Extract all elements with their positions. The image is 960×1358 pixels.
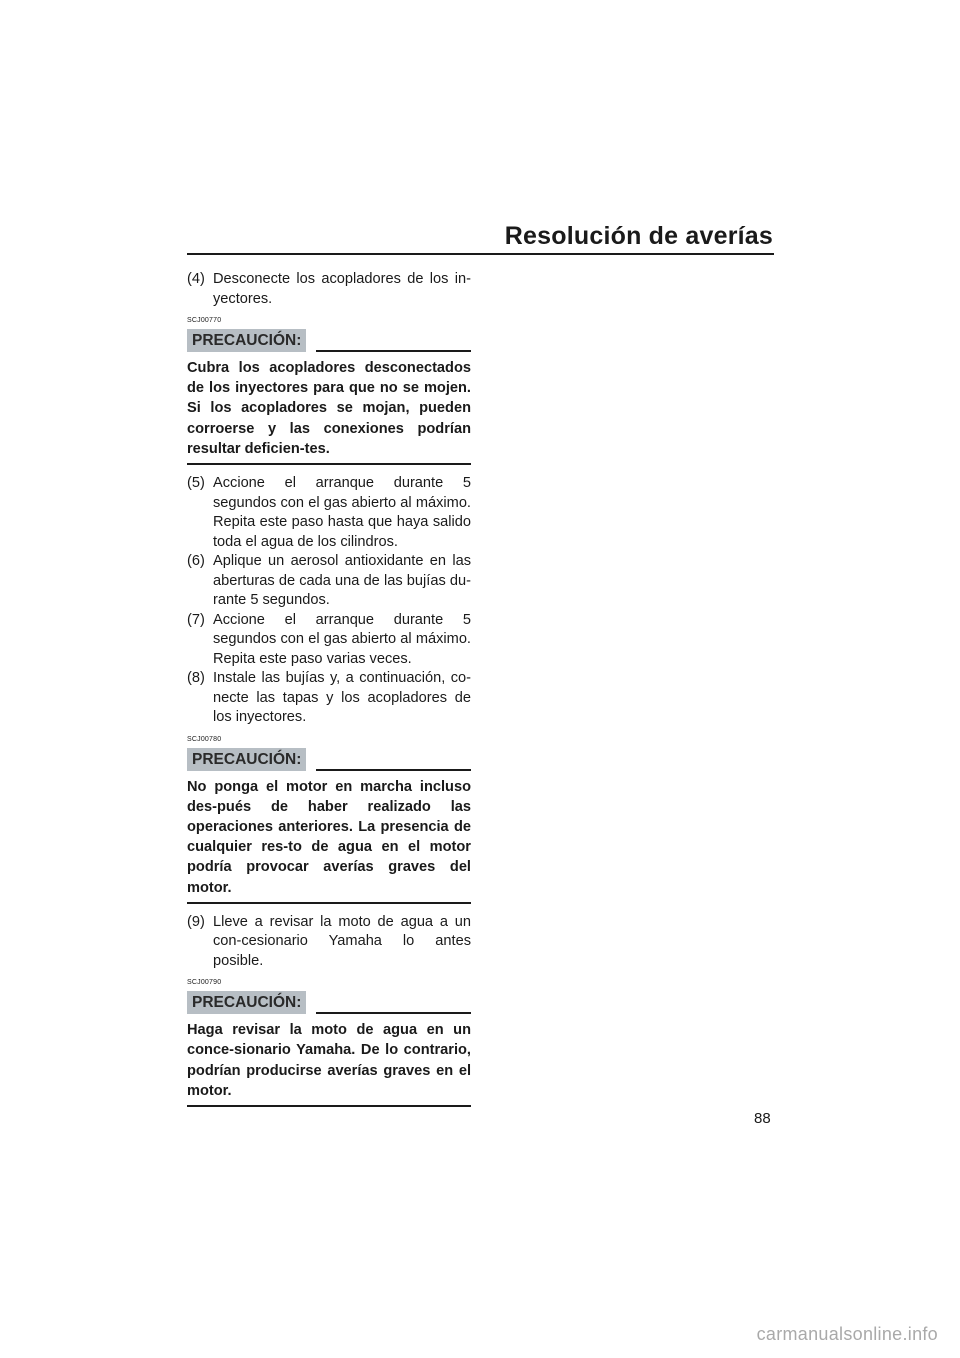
caution-line <box>316 769 471 771</box>
caution-text: No ponga el motor en marcha incluso des-pués de haber realizado las operaciones anteriores. La presencia de cualquier res-to de agua en el motor podría provocar averías graves del motor. <box>187 778 471 896</box>
step-8 <box>187 669 471 728</box>
step-text: Accione el arranque durante 5 segundos con el gas abierto al máximo. Repita este paso varias veces. <box>213 611 471 667</box>
caution-text: Cubra los acopladores desconectados de los inyectores para que no se mojen. Si los acopladores se mojan, pueden corroerse y las conexiones podrían resultar deficien-tes. <box>187 360 471 457</box>
step-number: (6) <box>187 553 205 570</box>
content-column <box>187 270 471 1107</box>
caution-line <box>316 350 471 352</box>
caution-code: SCJ00770 <box>187 317 222 324</box>
step-9 <box>187 913 471 972</box>
caution-header <box>187 746 471 771</box>
caution-rule <box>187 1105 471 1107</box>
caution-header <box>187 327 471 352</box>
step-number: (8) <box>187 670 205 687</box>
caution-header <box>187 989 471 1014</box>
header-rule <box>187 253 774 255</box>
step-5 <box>187 474 471 552</box>
caution-line <box>316 1012 471 1014</box>
step-number: (9) <box>187 913 205 930</box>
step-6 <box>187 552 471 611</box>
step-number: (7) <box>187 611 205 628</box>
step-7 <box>187 611 471 670</box>
caution-label: PRECAUCIÓN: <box>187 329 306 352</box>
step-text: Aplique un aerosol antioxidante en las aberturas de cada una de las bujías du-rante 5 segundos. <box>213 553 471 609</box>
page-title: Resolución de averías <box>504 222 773 250</box>
step-number: (4) <box>187 271 205 287</box>
caution-text: Haga revisar la moto de agua en un conce-sionario Yamaha. De lo contrario, podrían producirse averías graves en el motor. <box>187 1022 471 1099</box>
step-text: Instale las bujías y, a continuación, co-necte las tapas y los acopladores de los inyectores. <box>213 670 471 726</box>
step-4 <box>187 270 471 309</box>
step-text: Lleve a revisar la moto de agua a un con-cesionario Yamaha lo antes posible. <box>213 913 471 969</box>
caution-label: PRECAUCIÓN: <box>187 748 306 771</box>
step-text: Desconecte los acopladores de los in-yectores. <box>213 271 471 307</box>
watermark-link[interactable]: carmanualsonline.info <box>756 1324 938 1344</box>
caution-code: SCJ00780 <box>187 735 222 743</box>
step-text: Accione el arranque durante 5 segundos con el gas abierto al máximo. Repita este paso hasta que haya salido toda el agua de los cilindros. <box>213 475 471 550</box>
step-number: (5) <box>187 475 205 492</box>
caution-label: PRECAUCIÓN: <box>187 991 306 1014</box>
caution-code: SCJ00790 <box>187 979 222 987</box>
page-number: 88 <box>754 1110 771 1127</box>
